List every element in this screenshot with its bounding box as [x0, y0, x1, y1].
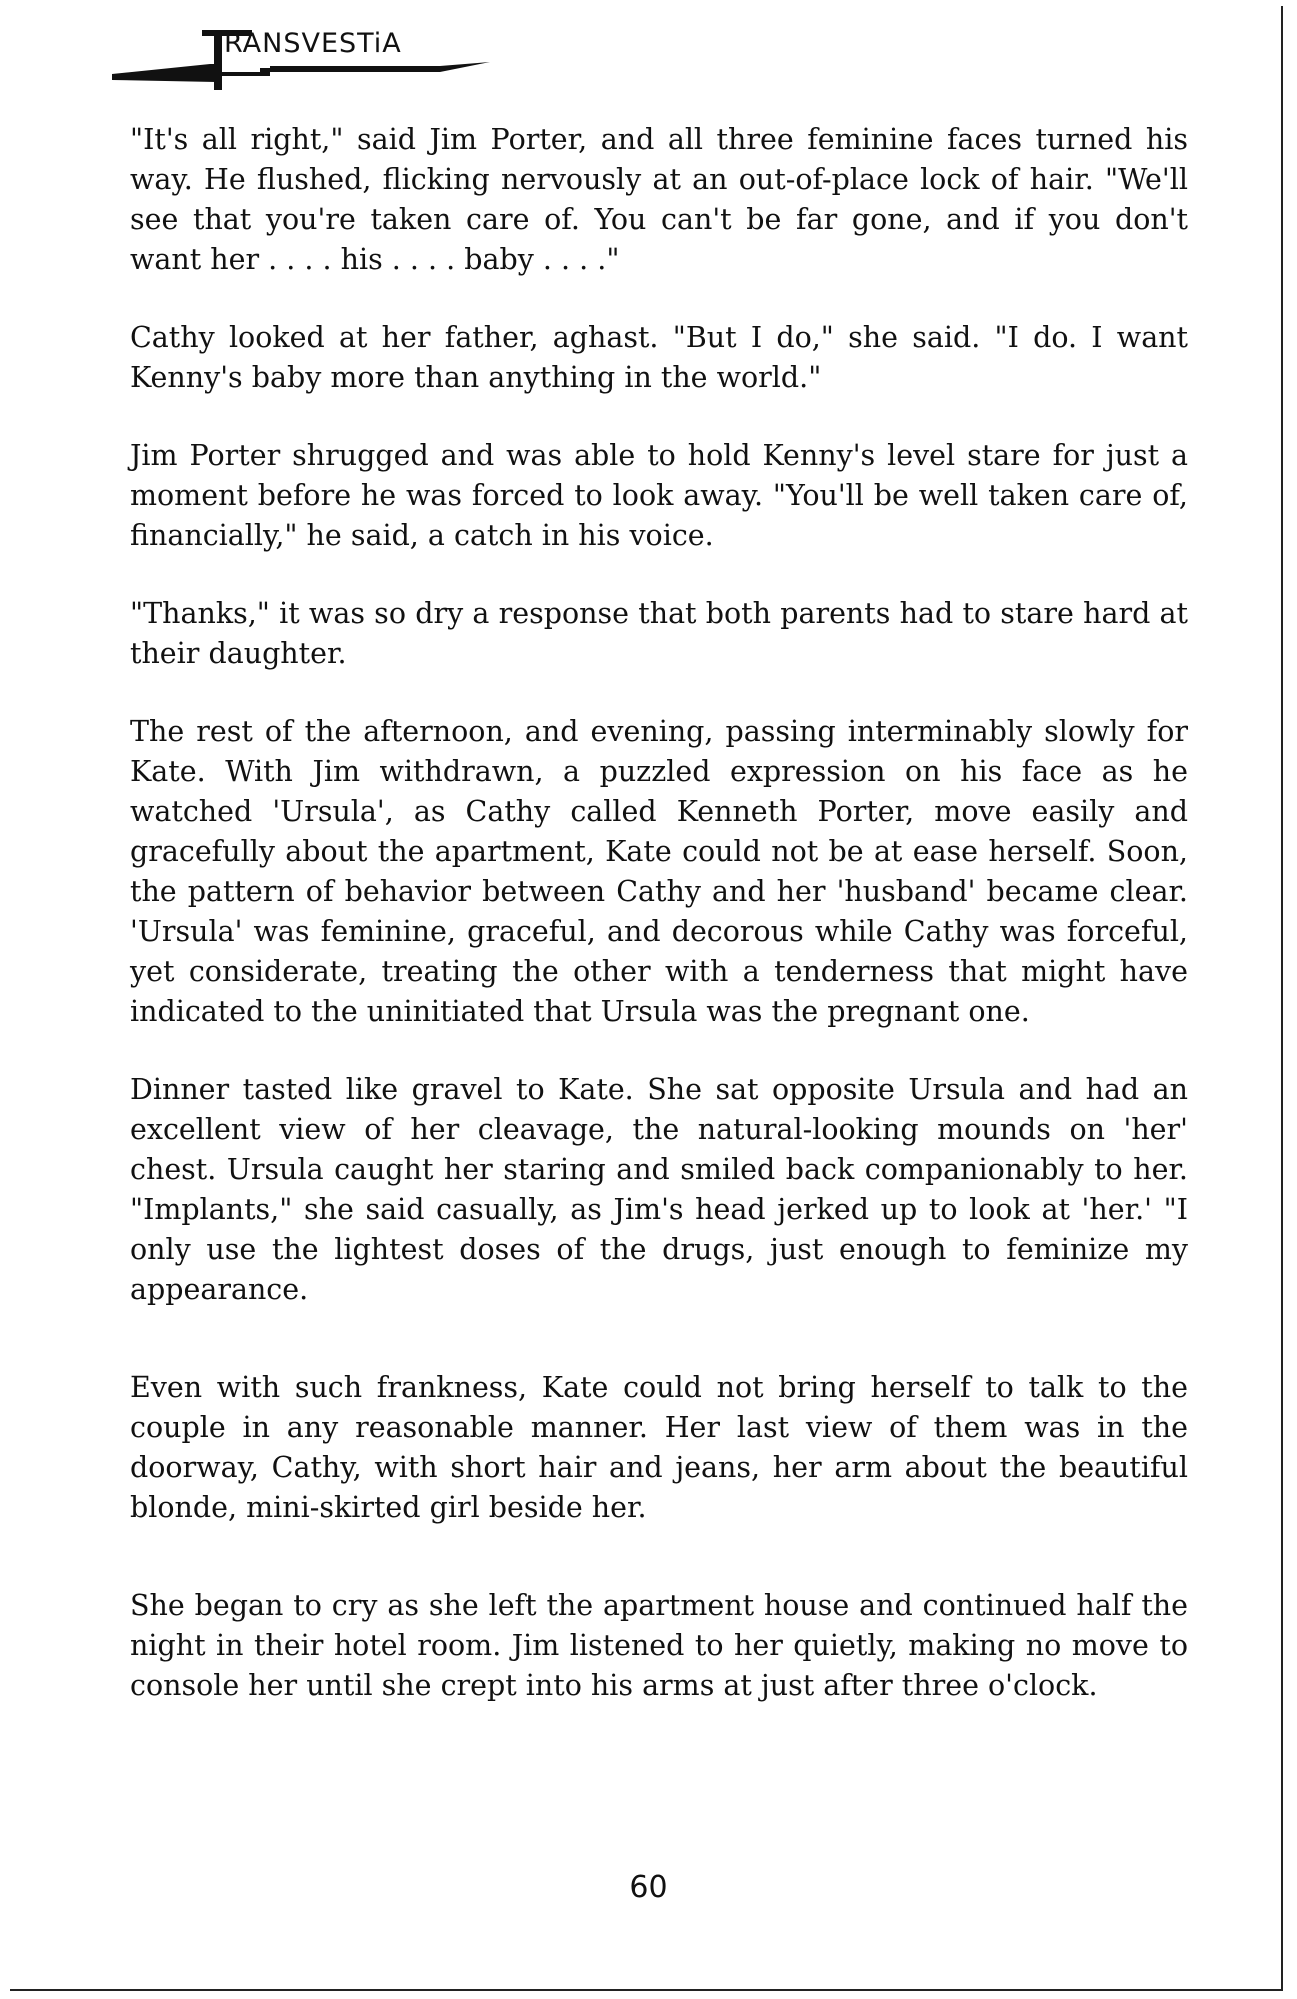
paragraph-3: Jim Porter shrugged and was able to hold Kenny's level stare for just a moment before he was forced to look away. "You'll be well taken care of, financially," he said, a catch in his voice. — [130, 439, 1188, 552]
paragraph-1: "It's all right," said Jim Porter, and all three feminine faces turned his way. He flushed, flicking nervously at an out-of-place lock of hair. "We'll see that you're taken care of. You can't be far gone, and if you don't want her . . . . his . . . . baby . . . ." — [130, 123, 1188, 276]
paragraph-2: Cathy looked at her father, aghast. "But I do," she said. "I do. I want Kenny's baby more than anything in the world." — [130, 321, 1188, 394]
masthead — [110, 22, 510, 92]
article-body — [130, 120, 1188, 1706]
paragraph-5: The rest of the afternoon, and evening, passing interminably slowly for Kate. With Jim withdrawn, a puzzled expression on his face as he watched 'Ursula', as Cathy called Kenneth Porter, move easily and gracefully about the apartment, Kate could not be at ease herself. Soon, the pattern of behavior between Cathy and her 'husband' became clear. 'Ursula' was feminine, graceful, and decorous while Cathy was forceful, yet considerate, treating the other with a tenderness that might have indicated to the uninitiated that Ursula was the pregnant one. — [130, 715, 1188, 1028]
page-number: 60 — [629, 1870, 668, 1905]
paragraph-4: "Thanks," it was so dry a response that both parents had to stare hard at their daughter. — [130, 597, 1188, 670]
paragraph-8: She began to cry as she left the apartment house and continued half the night in their hotel room. Jim listened to her quietly, making no move to console her until she crept into his arms at just after three o'clock. — [130, 1589, 1188, 1702]
paragraph-6: Dinner tasted like gravel to Kate. She sat opposite Ursula and had an excellent view of her cleavage, the natural-looking mounds on 'her' chest. Ursula caught her staring and smiled back companionably to her. "Implants," she said casually, as Jim's head jerked up to look at 'her.' "I only use the lightest doses of the drugs, just enough to feminize my appearance. — [130, 1073, 1188, 1306]
masthead-rest: RANSVESTiA — [224, 28, 402, 59]
masthead-title — [224, 28, 402, 59]
paragraph-7: Even with such frankness, Kate could not bring herself to talk to the couple in any reasonable manner. Her last view of them was in the doorway, Cathy, with short hair and jeans, her arm about the beautiful blonde, mini-skirted girl beside her. — [130, 1371, 1188, 1524]
